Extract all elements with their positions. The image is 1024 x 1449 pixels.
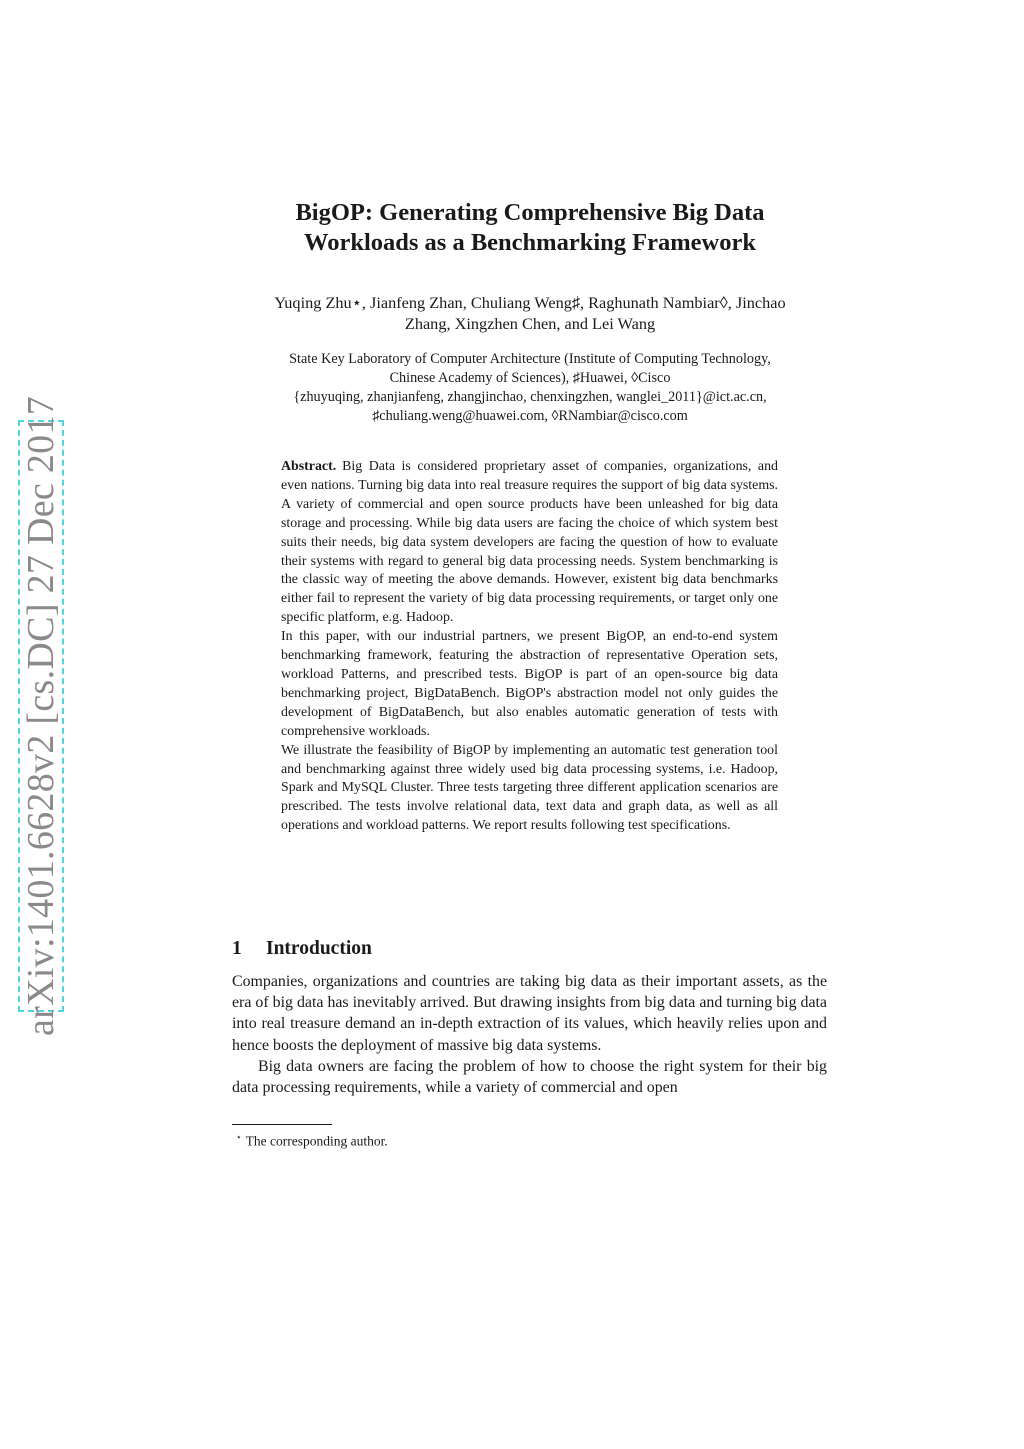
section-number: 1 [232,938,242,959]
author-line-2: Zhang, Xingzhen Chen, and Lei Wang [404,314,656,333]
section-heading [232,936,832,962]
affiliation-block [180,350,880,426]
section-title: Introduction [266,938,372,959]
author-list [180,292,880,334]
title-line-2: Workloads as a Benchmarking Framework [304,229,756,256]
title-line-1: BigOP: Generating Comprehensive Big Data [295,199,765,226]
abstract-text-1: Big Data is considered proprietary asset of companies, organizations, and even nations. Turning big data into real treasure requires the support of big data systems. A variety of commercial and open source products have been unleashed for big data storage and processing. While big data users are facing the choice of which system best suits their needs, big data system developers are facing the question of how to evaluate their systems with regard to general big data processing needs. System benchmarking is the classic way of meeting the above demands. However, existent big data benchmarks either fail to represent the variety of big data processing requirements, or target only one specific platform, e.g. Hadoop. [281,459,778,626]
footnote-text: The corresponding author. [245,1133,388,1149]
footnote-divider [232,1124,332,1125]
introduction-body [232,971,827,1098]
arxiv-id: arXiv:1401.6628v2 [cs.DC] 27 Dec 2017 [20,395,62,1037]
footnote [232,1128,827,1151]
affiliation-line-1: State Key Laboratory of Computer Architecture (Institute of Computing Technology, [289,351,771,367]
abstract-paragraph-1 [281,458,778,628]
affiliation-line-2: Chinese Academy of Sciences), ♯Huawei, ◊Cisco [389,370,671,386]
email-line-2: ♯chuliang.weng@huawei.com, ◊RNambiar@cisco.com [372,408,688,424]
abstract-label: Abstract. [281,459,337,474]
abstract-paragraph-2: In this paper, with our industrial partners, we present BigOP, an end-to-end system benchmarking framework, featuring the abstraction of representative Operation sets, workload Patterns, and prescribed tests. BigOP is part of an open-source big data benchmarking project, BigDataBench. BigOP's abstraction model not only guides the development of BigDataBench, but also enables automatic generation of tests with comprehensive workloads. [281,629,778,739]
abstract [281,458,778,836]
intro-paragraph-2: Big data owners are facing the problem of how to choose the right system for their big data processing requirements, while a variety of commercial and open [232,1057,827,1097]
intro-paragraph-1: Companies, organizations and countries are taking big data as their important assets, as the era of big data has inevitably arrived. But drawing insights from big data and turning big data into real treasure demand an in-depth extraction of its values, which heavily relies upon and hence boosts the deployment of massive big data systems. [232,973,827,1054]
email-line-1: {zhuyuqing, zhanjianfeng, zhangjinchao, chenxingzhen, wanglei_2011}@ict.ac.cn, [293,389,767,405]
abstract-paragraph-3: We illustrate the feasibility of BigOP by implementing an automatic test generation tool and benchmarking against three widely used big data processing systems, i.e. Hadoop, Spark and MySQL Cluster. Three tests targeting three different application scenarios are prescribed. The tests involve relational data, text data and graph data, as well as all operations and workload patterns. We report results following test specifications. [281,742,778,834]
arxiv-stamp [18,395,64,1037]
author-line-1: Yuqing Zhu⋆, Jianfeng Zhan, Chuliang Weng♯, Raghunath Nambiar◊, Jinchao [274,293,786,312]
footnote-mark: ⋆ [236,1132,242,1142]
page-title [150,198,910,258]
